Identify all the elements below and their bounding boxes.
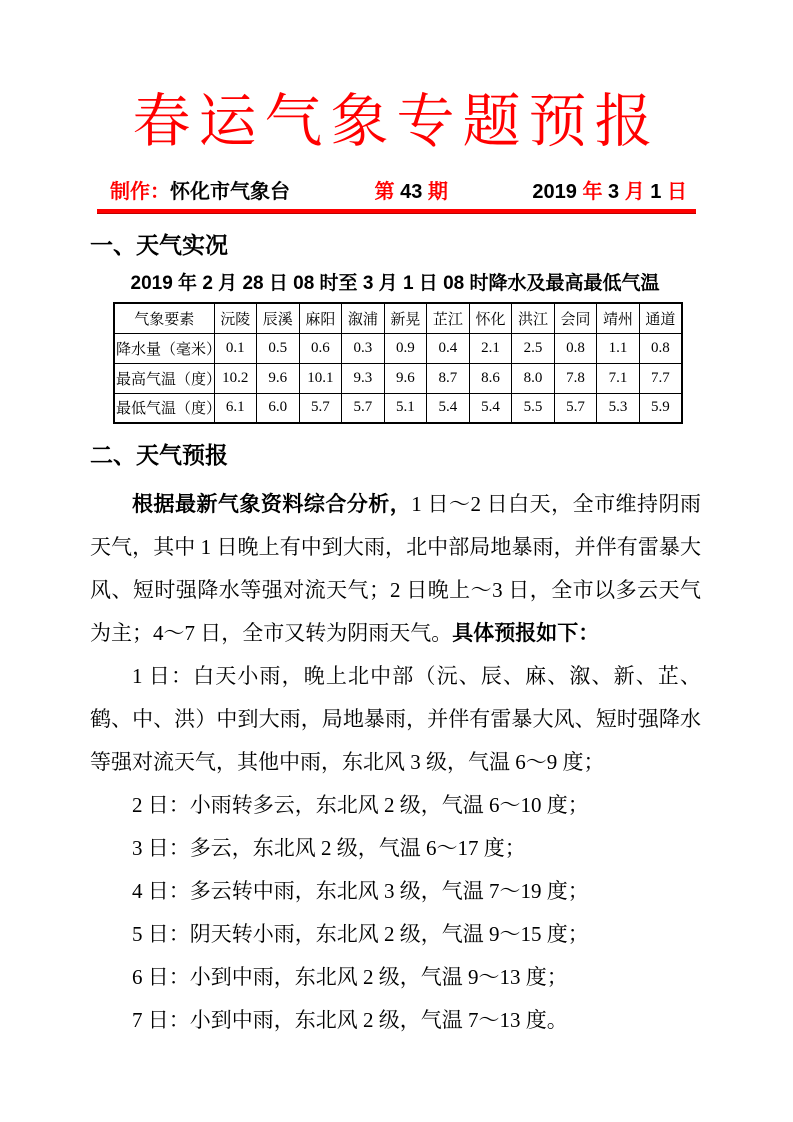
- table-station-header: 靖州: [597, 303, 640, 333]
- table-value-cell: 5.5: [512, 393, 555, 423]
- table-station-header: 新晃: [384, 303, 427, 333]
- table-value-cell: 9.3: [342, 363, 385, 393]
- table-value-cell: 5.7: [554, 393, 597, 423]
- header-divider-rule: [97, 209, 696, 214]
- issue-number-field: [375, 180, 448, 204]
- table-value-cell: 9.6: [384, 363, 427, 393]
- weather-table-title: 2019 年 2 月 28 日 08 时至 3 月 1 日 08 时降水及最高最低气温: [130, 273, 660, 294]
- intro-bold-segment: 根据最新气象资料综合分析，: [132, 493, 412, 516]
- forecast-day-paragraph: 7 日：小到中雨，东北风 2 级，气温 7～13 度。: [132, 1008, 568, 1032]
- forecast-day-paragraph: 4 日：多云转中雨，东北风 3 级，气温 7～19 度；: [132, 879, 589, 903]
- table-station-header: 通道: [639, 303, 682, 333]
- table-value-cell: 8.7: [427, 363, 470, 393]
- table-station-header: 洪江: [512, 303, 555, 333]
- date-day: 1: [644, 181, 667, 203]
- table-value-cell: 8.0: [512, 363, 555, 393]
- forecast-day-paragraph: 5 日：阴天转小雨，东北风 2 级，气温 9～15 度；: [132, 922, 589, 946]
- document-meta-line: [110, 180, 687, 204]
- table-value-cell: 6.1: [214, 393, 257, 423]
- table-value-cell: 10.1: [299, 363, 342, 393]
- issue-number: 43: [394, 181, 428, 203]
- maker-field: [110, 180, 290, 204]
- table-value-cell: 5.7: [299, 393, 342, 423]
- table-value-cell: 6.0: [257, 393, 300, 423]
- table-value-cell: 2.5: [512, 333, 555, 363]
- table-row-label: 最低气温（度）: [114, 393, 214, 423]
- table-value-cell: 0.9: [384, 333, 427, 363]
- table-station-header: 麻阳: [299, 303, 342, 333]
- table-value-cell: 5.7: [342, 393, 385, 423]
- table-value-cell: 5.4: [427, 393, 470, 423]
- table-station-header: 辰溪: [257, 303, 300, 333]
- table-value-cell: 5.3: [597, 393, 640, 423]
- issue-date-field: [532, 180, 687, 204]
- table-value-cell: 0.8: [639, 333, 682, 363]
- forecast-day-paragraph: 2 日：小雨转多云，东北风 2 级，气温 6～10 度；: [132, 793, 589, 817]
- table-value-cell: 0.5: [257, 333, 300, 363]
- table-body: [114, 333, 682, 423]
- table-row: [114, 333, 682, 363]
- table-row: [114, 393, 682, 423]
- table-value-cell: 0.3: [342, 333, 385, 363]
- intro-bold-segment: 具体预报如下：: [452, 622, 600, 645]
- table-value-cell: 2.1: [469, 333, 512, 363]
- table-value-cell: 0.6: [299, 333, 342, 363]
- table-row: [114, 363, 682, 393]
- table-station-header: 芷江: [427, 303, 470, 333]
- table-station-header: 会同: [554, 303, 597, 333]
- forecast-day-paragraph: 6 日：小到中雨，东北风 2 级，气温 9～13 度；: [132, 965, 568, 989]
- issue-suffix: 期: [427, 181, 448, 203]
- table-value-cell: 5.1: [384, 393, 427, 423]
- maker-label: 制作：: [110, 181, 170, 203]
- table-row-label: 最高气温（度）: [114, 363, 214, 393]
- maker-value: 怀化市气象台: [170, 181, 290, 203]
- table-value-cell: 5.9: [639, 393, 682, 423]
- day-forecast-list: [90, 655, 701, 1042]
- table-station-header: 溆浦: [342, 303, 385, 333]
- document-title: 春运气象专题预报: [132, 89, 661, 154]
- date-month: 3: [602, 181, 625, 203]
- date-year: 2019: [532, 181, 583, 203]
- intro-text-segment: 1 日～2 日白天，全市维持阴雨天气，其中 1 日晚上有中到大雨，北中部局地暴雨，并伴有雷暴大风、短时强降水等强对流天气；2 日晚上～3 日，全市以多云天气为主；4～7 日，全市又转为阴雨天气。: [90, 492, 701, 645]
- issue-prefix: 第: [374, 181, 395, 203]
- forecast-body: [90, 483, 701, 1042]
- table-value-cell: 7.7: [639, 363, 682, 393]
- table-value-cell: 0.1: [214, 333, 257, 363]
- table-value-cell: 1.1: [597, 333, 640, 363]
- weather-observation-table: [113, 302, 683, 424]
- table-value-cell: 7.1: [597, 363, 640, 393]
- table-station-header: 沅陵: [214, 303, 257, 333]
- table-value-cell: 9.6: [257, 363, 300, 393]
- table-value-cell: 0.4: [427, 333, 470, 363]
- section-2-heading: 二、天气预报: [90, 442, 228, 468]
- table-header-row: [114, 303, 682, 333]
- table-value-cell: 10.2: [214, 363, 257, 393]
- forecast-day-paragraph: 3 日：多云，东北风 2 级，气温 6～17 度；: [132, 836, 526, 860]
- section-1-heading: 一、天气实况: [90, 232, 228, 258]
- table-value-cell: 0.8: [554, 333, 597, 363]
- date-day-unit: 日: [666, 181, 687, 203]
- table-corner-header: 气象要素: [114, 303, 214, 333]
- table-value-cell: 7.8: [554, 363, 597, 393]
- table-station-header: 怀化: [469, 303, 512, 333]
- table-row-label: 降水量（毫米）: [114, 333, 214, 363]
- table-value-cell: 8.6: [469, 363, 512, 393]
- date-year-unit: 年: [582, 181, 603, 203]
- forecast-intro-paragraph: [90, 483, 701, 655]
- date-month-unit: 月: [624, 181, 645, 203]
- forecast-day-paragraph: 1 日：白天小雨，晚上北中部（沅、辰、麻、溆、新、芷、鹤、中、洪）中到大雨，局地暴雨，并伴有雷暴大风、短时强降水等强对流天气，其他中雨，东北风 3 级，气温 6～9 度；: [90, 664, 701, 774]
- table-value-cell: 5.4: [469, 393, 512, 423]
